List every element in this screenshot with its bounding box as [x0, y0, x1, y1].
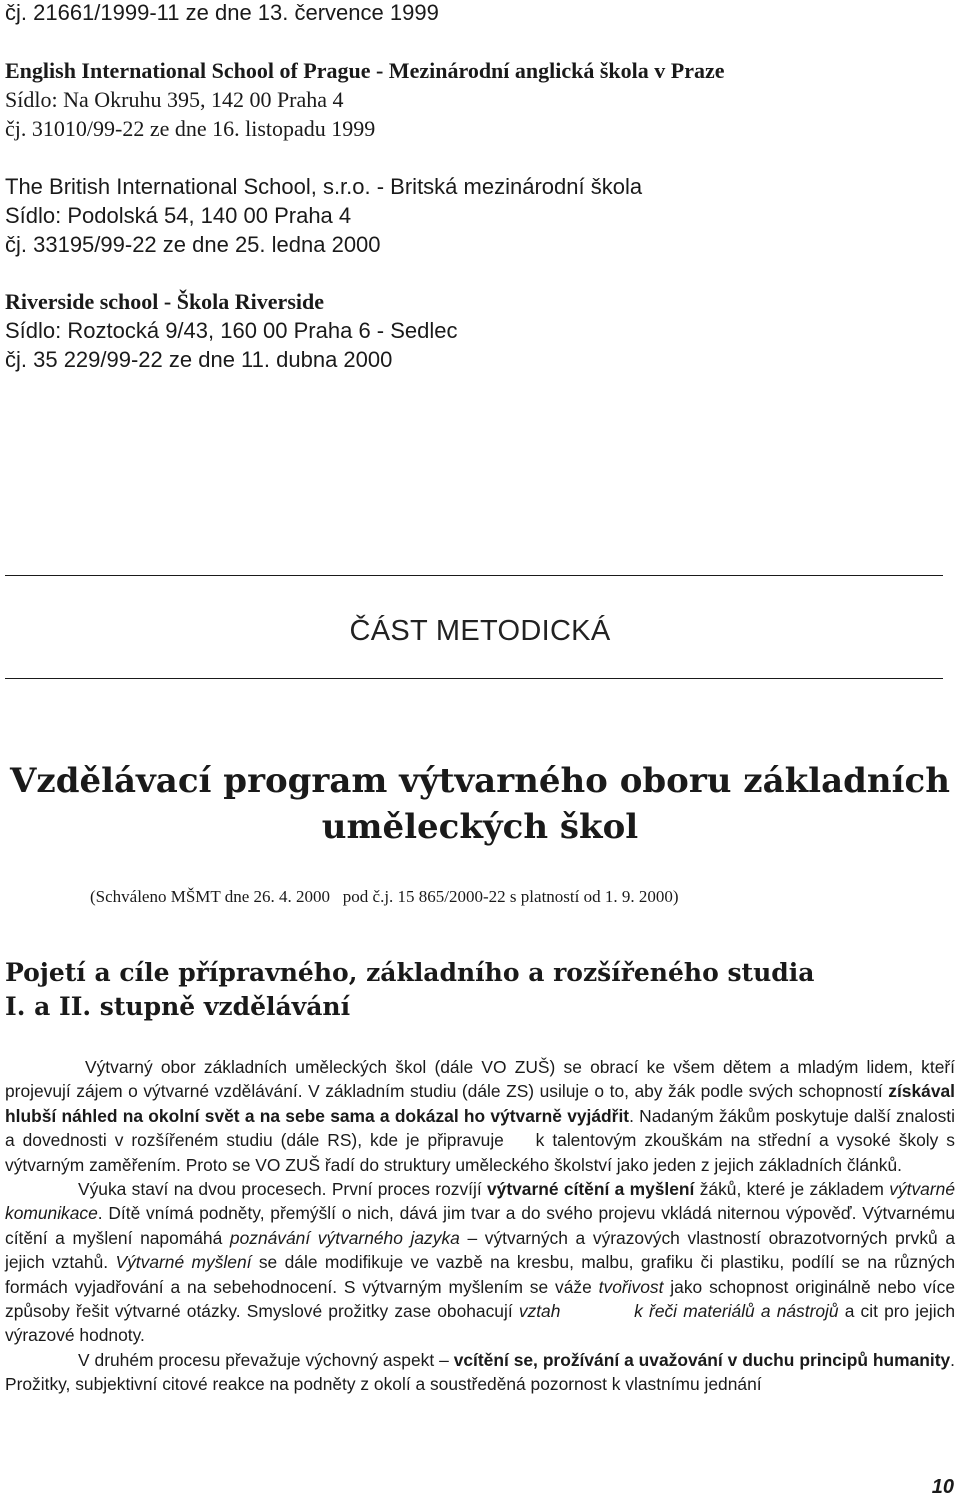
paragraph-2-text-i: se dále modifikuje ve vazbě na kresbu, malbu, grafiku či plastiku, podílí se na různých formách vyjadřování a na sebehodnocení. S výtvarným myšlením se váže	[5, 1252, 955, 1297]
paragraph-2-emphasis-b: výtvarné cítění a myšlení	[487, 1179, 695, 1200]
paragraph-2-italic-d: výtvarné komunikace	[5, 1179, 955, 1224]
paragraph-3-emphasis-b: vcítění se, prožívání a uvažování v duchu principů humanity	[453, 1349, 951, 1370]
paragraph-2	[5, 1177, 955, 1348]
subtitle-line-1: Pojetí a cíle přípravného, základního a rozšířeného studia	[5, 958, 815, 987]
paragraph-2-italic-l: vztah k řeči materiálů a nástrojů	[518, 1301, 839, 1322]
paragraph-1-text: Výtvarný obor základních uměleckých škol (dále VO ZUŠ) se obrací ke všem dětem a mladým lidem, kteří projevují zájem o výtvarné vzdělávání. V základním studiu (dále ZS) usiluje o to, aby žák podle svých schopností	[5, 1057, 955, 1102]
paragraph-3-text-c: . Prožitky, subjektivní citové reakce na podněty z okolí a soustředěná pozornost k vlastnímu jednání	[5, 1349, 956, 1395]
school-2-ref: čj. 33195/99-22 ze dne 25. ledna 2000	[5, 232, 381, 257]
school-1-ref: čj. 31010/99-22 ze dne 16. listopadu 1999	[5, 116, 376, 141]
school-2-name-text: The British International School, s.r.o. - Britská mezinárodní škola	[5, 174, 643, 199]
program-title-line-1: Vzdělávací program výtvarného oboru základních	[10, 761, 950, 801]
approval-note: (Schváleno MŠMT dne 26. 4. 2000 pod č.j. 15 865/2000-22 s platností od 1. 9. 2000)	[90, 887, 679, 906]
school-3-seat: Sídlo: Roztocká 9/43, 160 00 Praha 6 - Sedlec	[5, 318, 458, 343]
section-rule-top	[5, 575, 943, 576]
school-3-ref: čj. 35 229/99-22 ze dne 11. dubna 2000	[5, 347, 393, 372]
school-2-seat: Sídlo: Podolská 54, 140 00 Praha 4	[5, 203, 352, 228]
subtitle-line-2: I. a II. stupně vzdělávání	[5, 992, 351, 1021]
paragraph-1	[5, 1055, 960, 1177]
school-3-name: Riverside school - Škola Riverside	[5, 289, 324, 314]
paragraph-1-emphasis: získával hlubší náhled na okolní svět a na sebe sama a dokázal ho výtvarně vyjádřit	[5, 1081, 955, 1126]
paragraph-2-text-c: žáků, které je základem	[694, 1179, 890, 1200]
page-number: 10	[931, 1476, 954, 1498]
section-title: ČÁST METODICKÁ	[349, 615, 611, 647]
school-1-seat: Sídlo: Na Okruhu 395, 142 00 Praha 4	[5, 87, 344, 112]
program-title-line-2: uměleckých škol	[321, 807, 639, 847]
paragraph-2-text-g: – výtvarných a výrazových vlastností obrazotvorných prvků a jejich vztahů.	[5, 1227, 956, 1273]
paragraph-2-text-m: a cit pro jejich výrazové hodnoty.	[5, 1301, 956, 1346]
paragraph-2-italic-f: poznávání výtvarného jazyka	[229, 1227, 460, 1248]
body-text	[5, 1055, 960, 1397]
school-2-name	[5, 174, 642, 200]
paragraph-2-text-e: . Dítě vnímá podněty, přemýšlí o nich, dává jim tvar a do svého projevu vkládá niternou výpověď. Výtvarnému cítění a myšlení napomáhá	[5, 1203, 955, 1248]
paragraph-3-text-a: V druhém procesu převažuje výchovný aspekt –	[78, 1349, 454, 1370]
paragraph-2-italic-j: tvořivost	[598, 1276, 664, 1297]
section-rule-bottom	[5, 678, 943, 679]
paragraph-1-end: . Nadaným žákům poskytuje další znalosti a dovednosti v rozšířeném studiu (dále RS), kde je připravuje k talentovým zkouškám na střední a vysoké školy s výtvarným zaměřením. Proto se VO ZUŠ řadí do struktury uměleckého školství jako jeden z jejich základních článků.	[5, 1105, 960, 1175]
school-1-name: English International School of Prague - Mezinárodní anglická škola v Praze	[5, 58, 725, 83]
paragraph-2-text-k: jako schopnost originálně nebo více způsoby řešit výtvarné otázky. Smyslové prožitky zase obohacují	[5, 1276, 955, 1322]
reference-line: čj. 21661/1999-11 ze dne 13. července 1999	[5, 0, 439, 25]
paragraph-2-text-a: Výuka staví na dvou procesech. První proces rozvíjí	[78, 1179, 487, 1200]
paragraph-3	[5, 1348, 955, 1397]
paragraph-2-italic-h: Výtvarné myšlení	[115, 1252, 252, 1273]
